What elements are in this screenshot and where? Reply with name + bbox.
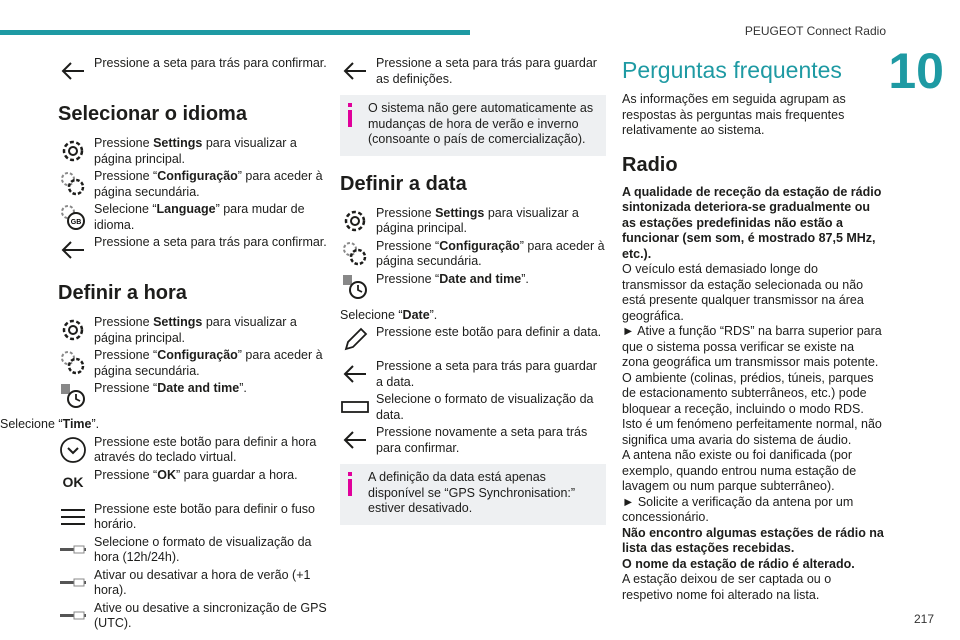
header-accent-bar <box>0 30 470 35</box>
back-arrow-icon <box>340 359 370 389</box>
step <box>58 348 330 379</box>
step-text: Pressione a seta para trás para confirmar. <box>94 235 327 249</box>
faq-section-title: Radio <box>622 153 678 176</box>
step <box>340 206 606 237</box>
step-text: ”. <box>429 307 438 322</box>
section-title-time: Definir a hora <box>58 282 187 304</box>
faq-question: A qualidade de receção da estação de rádio sintonizada deteriora-se gradualmente ou as estações predefinidas não estão a funcionar (sem som, é mostrado 87,5 MHz, etc.). <box>622 184 882 261</box>
select-line <box>0 417 330 433</box>
step <box>340 239 606 270</box>
step-text: Pressione este botão para definir o fuso horário. <box>94 501 315 531</box>
toggle-switch-icon <box>58 568 88 598</box>
section-title-language: Selecionar o idioma <box>58 103 247 125</box>
step-keyword: Settings <box>153 136 203 150</box>
faq-answer: A antena não existe ou foi danificada (por exemplo, quando entrou numa estação de lavagem ou num parque subterrâneo). <box>622 448 857 493</box>
step-text: ”. <box>91 417 100 431</box>
step-text: Pressione este botão para definir a hora através do teclado virtual. <box>94 434 317 464</box>
step-text: Pressione <box>376 205 436 220</box>
settings-gear-icon <box>58 136 88 166</box>
step <box>58 468 330 498</box>
step-keyword: Settings <box>153 315 203 329</box>
step <box>58 502 330 533</box>
step <box>340 359 606 390</box>
faq-answer: ► Solicite a verificação da antena por um concessionário. <box>622 494 854 524</box>
step-text: Pressione “ <box>94 467 158 482</box>
step-keyword: Configuração <box>157 348 238 362</box>
settings-gear-icon <box>340 206 370 236</box>
step-text: Ativar ou desativar a hora de verão (+1 hora). <box>94 567 311 597</box>
step <box>58 601 330 632</box>
info-icon <box>346 472 354 496</box>
step-keyword: Time <box>62 417 92 431</box>
date-time-clock-icon <box>340 272 370 302</box>
header-title: PEUGEOT Connect Radio <box>744 24 886 38</box>
step-text: Pressione novamente a seta para trás para confirmar. <box>376 425 588 455</box>
step <box>58 202 330 233</box>
step-text: Ative ou desative a sincronização de GPS (UTC). <box>94 600 327 630</box>
step-text: Selecione o formato de visualização da data. <box>376 392 594 422</box>
step-text: ” para aceder à página secundária. <box>94 348 323 378</box>
step-text: Selecione “ <box>340 307 403 322</box>
step-keyword: Language <box>156 202 216 216</box>
note-text: O sistema não gere automaticamente as mudanças de hora de verão e inverno (consoante o país de comercialização). <box>368 101 594 146</box>
chevron-down-circle-icon <box>58 435 88 465</box>
info-icon <box>346 103 354 127</box>
step-text: Selecione “ <box>94 202 157 216</box>
configuration-gears-icon <box>340 239 370 269</box>
step-keyword: Configuração <box>157 169 238 183</box>
faq-question: O nome da estação de rádio é alterado. <box>622 556 855 571</box>
back-arrow-icon <box>58 235 88 265</box>
configuration-gears-icon <box>58 169 88 199</box>
step-text: Selecione “ <box>0 417 63 431</box>
step-text: para visualizar a página principal. <box>376 205 579 235</box>
info-note <box>340 464 606 525</box>
toggle-switch-icon <box>58 535 88 565</box>
step <box>58 136 330 167</box>
step <box>340 325 606 355</box>
date-format-icon <box>340 392 370 422</box>
column-1 <box>0 56 330 634</box>
step <box>58 56 330 86</box>
page-number: 217 <box>913 612 934 626</box>
faq-intro: As informações em seguida agrupam as respostas às perguntas mais frequentes relativamente ao sistema. <box>622 92 846 137</box>
step-text: Pressione a seta para trás para guardar as definições. <box>376 56 597 86</box>
step-text: ”. <box>521 271 529 286</box>
step <box>340 392 606 423</box>
list-menu-icon <box>58 502 88 532</box>
step-text: Pressione “ <box>376 238 440 253</box>
step-text: Pressione “ <box>94 169 158 183</box>
back-arrow-icon <box>340 425 370 455</box>
step <box>58 235 330 265</box>
step-text: Pressione este botão para definir a data. <box>376 325 602 339</box>
faq-answer: ► Ative a função “RDS” na barra superior para que o sistema possa verificar se existe na zona geográfica um transmissor mais potente. <box>622 324 882 369</box>
step <box>58 568 330 599</box>
step <box>340 425 606 456</box>
faq-answer: Isto é um fenómeno perfeitamente normal, não significa uma avaria do sistema de áudio. <box>622 417 882 447</box>
step-text: ” para aceder à página secundária. <box>376 238 605 268</box>
step-text: ”. <box>239 381 247 395</box>
step-text: para visualizar a página principal. <box>94 136 297 166</box>
step-text: para visualizar a página principal. <box>94 315 297 345</box>
toggle-switch-icon <box>58 601 88 631</box>
language-flag-icon <box>58 202 88 232</box>
select-line <box>340 308 606 324</box>
step <box>58 315 330 346</box>
step-text: Pressione “ <box>94 348 158 362</box>
step <box>340 272 606 302</box>
faq-answer: O veículo está demasiado longe do transmissor da estação selecionada ou não está presente qualquer transmissor na área geográfica. <box>622 262 864 323</box>
faq-title: Perguntas frequentes <box>622 57 842 83</box>
step-text: Pressione a seta para trás para confirmar. <box>94 56 327 70</box>
date-time-clock-icon <box>58 381 88 411</box>
step <box>58 535 330 566</box>
step-keyword: Date and time <box>157 381 240 395</box>
svg-text:GB: GB <box>70 219 82 226</box>
step-text: ” para aceder à página secundária. <box>94 169 323 199</box>
step-text: Selecione o formato de visualização da hora (12h/24h). <box>94 534 312 564</box>
info-note <box>340 95 606 156</box>
step <box>340 56 606 87</box>
configuration-gears-icon <box>58 348 88 378</box>
step-text: Pressione “ <box>376 271 440 286</box>
faq-answer: A estação deixou de ser captada ou o respetivo nome foi alterado na lista. <box>622 572 832 602</box>
step <box>58 381 330 411</box>
step-keyword: Date and time <box>439 271 522 286</box>
step-keyword: Settings <box>435 205 485 220</box>
back-arrow-icon <box>340 56 370 86</box>
back-arrow-icon <box>58 56 88 86</box>
faq-question: Não encontro algumas estações de rádio na lista das estações recebidas. <box>622 525 884 555</box>
ok-button-icon: OK <box>62 473 84 490</box>
step <box>58 435 330 466</box>
faq-answer: O ambiente (colinas, prédios, túneis, parques de estacionamento subterrâneos, etc.) pode bloquear a receção, incluindo o modo RDS. <box>622 370 874 416</box>
step <box>58 169 330 200</box>
section-title-date: Definir a data <box>340 172 467 195</box>
step-text: Pressione a seta para trás para guardar a data. <box>376 359 597 389</box>
step-text: ” para mudar de idioma. <box>94 202 305 232</box>
chapter-number: 10 <box>888 43 944 99</box>
note-text: A definição da data está apenas disponível se “GPS Synchronisation:” estiver desativado. <box>368 470 576 515</box>
step-text: Pressione <box>94 315 154 329</box>
step-text: ” para guardar a hora. <box>175 467 298 482</box>
step-text: Pressione <box>94 136 154 150</box>
settings-gear-icon <box>58 315 88 345</box>
step-keyword: Configuração <box>439 238 520 253</box>
column-3 <box>622 56 884 603</box>
pencil-edit-icon <box>340 325 370 355</box>
step-keyword: Date <box>402 307 430 322</box>
step-text: Pressione “ <box>94 381 158 395</box>
step-keyword: OK <box>157 467 176 482</box>
column-2 <box>340 56 606 537</box>
